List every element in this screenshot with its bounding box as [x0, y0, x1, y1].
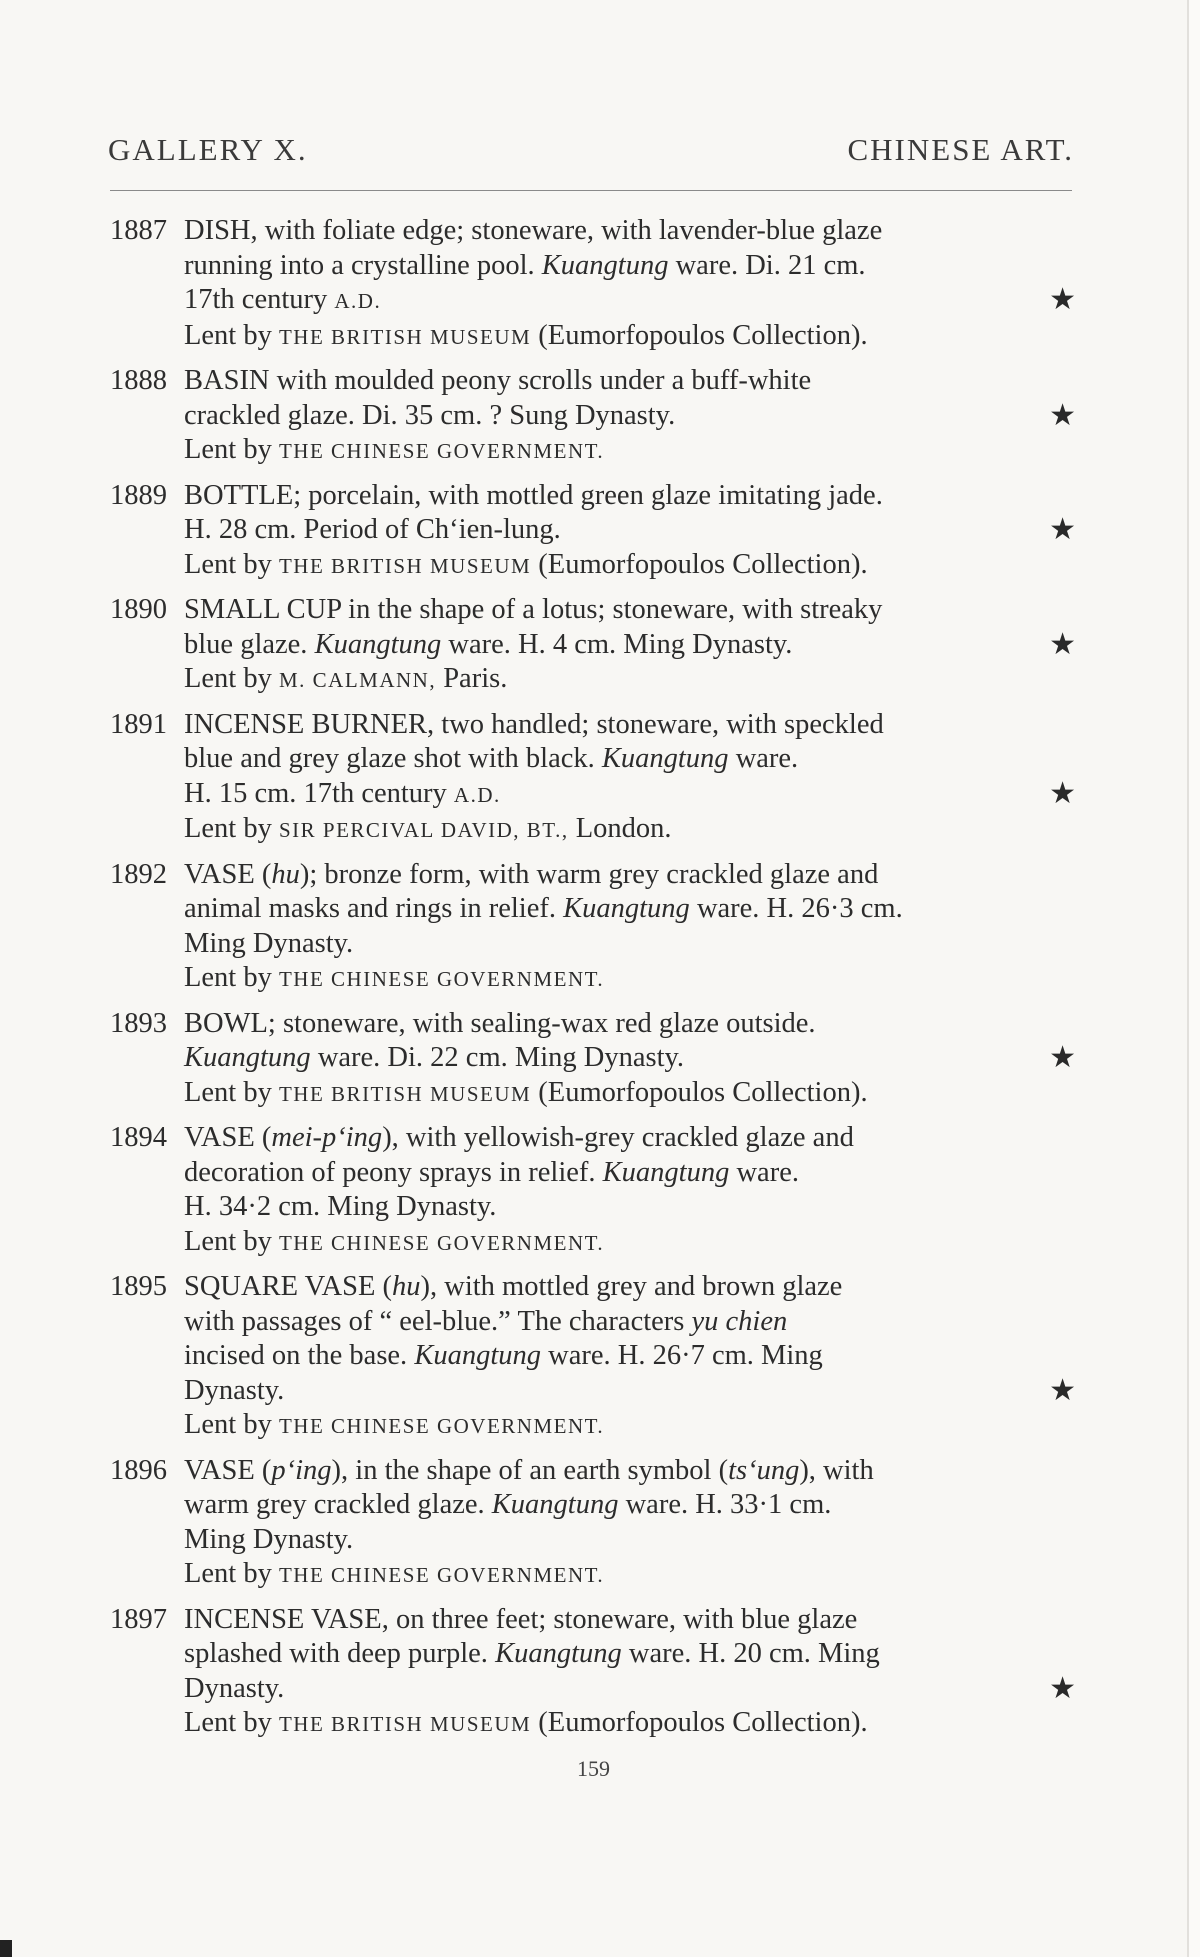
- star-icon: ★: [1049, 1373, 1076, 1407]
- text-run: decoration of peony sprays in relief.: [184, 1156, 603, 1188]
- text-run: BASIN with moulded peony scrolls under a buff-white: [184, 365, 812, 396]
- description-line: [184, 927, 1076, 962]
- star-icon: ★: [1049, 1671, 1076, 1705]
- lent-by-label: Lent by: [184, 1558, 279, 1589]
- text-run: INCENSE BURNER, two handled; stoneware, with speckled: [184, 708, 884, 740]
- text-run: ), with mottled grey and brown glaze: [420, 1271, 843, 1302]
- header-rule: [110, 190, 1072, 191]
- description-line: [184, 479, 1076, 514]
- star-icon: ★: [1049, 776, 1076, 810]
- entry-description: [184, 1007, 1076, 1112]
- lender-line: [184, 319, 1076, 355]
- text-run: incised on the base.: [184, 1340, 415, 1371]
- entry-number: 1890: [110, 594, 167, 625]
- star-icon: ★: [1049, 1041, 1076, 1074]
- catalogue-entry: [108, 364, 1076, 469]
- text-run: SQUARE VASE (: [184, 1271, 392, 1302]
- lent-by-label: Lent by: [184, 548, 279, 580]
- text-run: blue and grey glaze shot with black.: [184, 743, 602, 774]
- italic-text: Kuangtung: [495, 1638, 622, 1669]
- text-run: ware. H. 26·3 cm.: [689, 893, 903, 924]
- description-line: [184, 1190, 1076, 1225]
- description-line: [184, 1672, 1076, 1707]
- entry-number: 1895: [110, 1271, 167, 1302]
- description-line: [184, 283, 1076, 319]
- text-run: Ming Dynasty.: [184, 927, 354, 959]
- entry-description: [184, 479, 1076, 584]
- entry-number: 1894: [110, 1122, 167, 1153]
- text-run: animal masks and rings in relief.: [184, 893, 564, 924]
- description-line: [184, 1603, 1076, 1638]
- lent-by-label: Lent by: [184, 813, 279, 844]
- lender-line: [184, 812, 1076, 848]
- italic-text: mei-p‘ing: [271, 1122, 383, 1153]
- text-run: ware.: [728, 743, 799, 774]
- entry-description: [184, 1121, 1076, 1260]
- description-line: [184, 1041, 1076, 1076]
- text-run: H. 15 cm. 17th century: [184, 777, 454, 809]
- lent-by-label: Lent by: [184, 434, 279, 465]
- text-run: VASE (: [184, 1122, 272, 1153]
- lent-by-label: Lent by: [184, 1076, 279, 1108]
- text-run: VASE (: [184, 1454, 272, 1486]
- text-run: DISH, with foliate edge; stoneware, with lavender-blue glaze: [184, 215, 883, 246]
- lent-by-label: Lent by: [184, 962, 279, 993]
- entry-number: 1888: [110, 365, 167, 396]
- text-run: ware. H. 33·1 cm.: [618, 1489, 832, 1520]
- catalogue-entry: [108, 479, 1076, 584]
- lender-line: [184, 961, 1076, 997]
- catalogue-entry: [108, 1007, 1076, 1112]
- entry-description: [184, 708, 1076, 848]
- lender-name: M. CALMANN,: [278, 668, 437, 692]
- italic-text: Kuangtung: [314, 628, 442, 660]
- text-run: Dynasty.: [184, 1672, 285, 1704]
- description-line: [184, 892, 1076, 927]
- text-run: ware. H. 20 cm. Ming: [621, 1638, 880, 1669]
- italic-text: hu: [392, 1271, 421, 1302]
- lender-line: [184, 1706, 1076, 1742]
- italic-text: Kuangtung: [602, 1156, 730, 1188]
- entry-description: [184, 364, 1076, 469]
- lender-name: SIR PERCIVAL DAVID, BT.,: [278, 818, 569, 842]
- lent-by-label: Lent by: [184, 1707, 279, 1738]
- star-icon: ★: [1049, 513, 1076, 546]
- description-line: [184, 708, 1076, 743]
- page-number: 159: [577, 1756, 610, 1781]
- italic-text: Kuangtung: [184, 1042, 311, 1073]
- lent-by-label: Lent by: [184, 1409, 279, 1440]
- italic-text: Kuangtung: [414, 1340, 541, 1371]
- description-line: [184, 1305, 1076, 1340]
- description-line: [184, 1339, 1076, 1374]
- star-icon: ★: [1049, 398, 1076, 432]
- italic-text: Kuangtung: [563, 893, 690, 924]
- text-run: SMALL CUP in the shape of a lotus; stoneware, with streaky: [184, 594, 883, 625]
- star-icon: ★: [1049, 283, 1076, 316]
- lender-detail: London.: [568, 813, 672, 844]
- text-run: Ming Dynasty.: [184, 1523, 354, 1555]
- description-line: [184, 214, 1076, 249]
- description-line: [184, 1488, 1076, 1523]
- text-run: 17th century: [184, 284, 335, 315]
- text-run: BOTTLE; porcelain, with mottled green glaze imitating jade.: [184, 479, 883, 511]
- text-run: warm grey crackled glaze.: [184, 1489, 492, 1520]
- lender-detail: (Eumorfopoulos Collection).: [531, 319, 868, 351]
- text-run: BOWL; stoneware, with sealing-wax red glaze outside.: [184, 1007, 816, 1039]
- text-run: ), in the shape of an earth symbol (: [331, 1454, 729, 1486]
- lender-name: THE BRITISH MUSEUM: [278, 553, 532, 578]
- catalogue-entry: [108, 593, 1076, 698]
- catalogue-entries: [108, 214, 1076, 1752]
- text-run: with passages of “ eel-blue.” The characters: [184, 1305, 692, 1337]
- lender-name: THE CHINESE GOVERNMENT.: [278, 1414, 605, 1438]
- lender-name: THE CHINESE GOVERNMENT.: [278, 1230, 605, 1255]
- scan-edge-mark: [0, 1940, 12, 1957]
- entry-number: 1887: [110, 215, 167, 246]
- italic-text: hu: [271, 858, 300, 890]
- entry-number: 1889: [110, 479, 167, 511]
- lent-by-label: Lent by: [184, 1225, 279, 1257]
- star-icon: ★: [1049, 627, 1076, 661]
- text-run: ware. H. 26·7 cm. Ming: [541, 1340, 823, 1371]
- entry-description: [184, 593, 1076, 698]
- lent-by-label: Lent by: [184, 663, 279, 694]
- description-line: [184, 1007, 1076, 1042]
- italic-text: Kuangtung: [541, 249, 669, 281]
- catalogue-entry: [108, 1454, 1076, 1593]
- lender-name: THE BRITISH MUSEUM: [278, 1712, 532, 1736]
- entry-number: 1897: [110, 1603, 167, 1635]
- header-gallery: GALLERY X.: [108, 132, 308, 167]
- entry-description: [184, 1603, 1076, 1742]
- lender-detail: Paris.: [436, 663, 508, 694]
- small-caps-text: A.D.: [453, 782, 501, 807]
- catalogue-entry: [108, 858, 1076, 997]
- lender-line: [184, 662, 1076, 698]
- text-run: blue glaze.: [184, 628, 315, 660]
- description-line: [184, 399, 1076, 434]
- entry-number: 1891: [110, 708, 167, 740]
- entry-description: [184, 858, 1076, 997]
- lender-line: [184, 1557, 1076, 1593]
- description-line: [184, 777, 1076, 813]
- italic-text: Kuangtung: [601, 743, 729, 774]
- description-line: [184, 364, 1076, 399]
- entry-description: [184, 1454, 1076, 1593]
- description-line: [184, 1637, 1076, 1672]
- description-line: [184, 742, 1076, 777]
- lender-name: THE CHINESE GOVERNMENT.: [278, 439, 605, 463]
- lender-name: THE CHINESE GOVERNMENT.: [278, 967, 605, 991]
- running-header: [108, 132, 1074, 168]
- description-line: [184, 513, 1076, 548]
- lender-name: THE BRITISH MUSEUM: [278, 324, 532, 349]
- lender-detail: (Eumorfopoulos Collection).: [531, 1707, 868, 1738]
- text-run: ware.: [729, 1156, 799, 1188]
- entry-number: 1892: [110, 858, 167, 890]
- catalogue-entry: [108, 1121, 1076, 1260]
- text-run: ); bronze form, with warm grey crackled glaze and: [299, 858, 879, 890]
- catalogue-entry: [108, 708, 1076, 848]
- text-run: H. 28 cm. Period of Ch‘ien-lung.: [184, 514, 561, 545]
- lender-line: [184, 1408, 1076, 1444]
- description-line: [184, 1121, 1076, 1156]
- text-run: crackled glaze. Di. 35 cm. ? Sung Dynasty.: [184, 399, 676, 431]
- catalogue-entry: [108, 214, 1076, 354]
- catalogue-entry: [108, 1603, 1076, 1742]
- text-run: running into a crystalline pool.: [184, 249, 542, 281]
- entry-description: [184, 214, 1076, 354]
- entry-number: 1896: [110, 1454, 167, 1486]
- description-line: [184, 1270, 1076, 1305]
- lender-line: [184, 433, 1076, 469]
- description-line: [184, 249, 1076, 284]
- text-run: ), with yellowish-grey crackled glaze and: [382, 1122, 854, 1153]
- text-run: splashed with deep purple.: [184, 1638, 496, 1669]
- italic-text: ts‘ung: [728, 1454, 800, 1486]
- text-run: Dynasty.: [184, 1374, 285, 1406]
- description-line: [184, 1156, 1076, 1191]
- lender-name: THE BRITISH MUSEUM: [278, 1081, 532, 1106]
- entry-description: [184, 1270, 1076, 1444]
- description-line: [184, 1454, 1076, 1489]
- catalogue-entry: [108, 1270, 1076, 1444]
- italic-text: p‘ing: [271, 1454, 332, 1486]
- header-section: CHINESE ART.: [847, 132, 1074, 167]
- lender-detail: (Eumorfopoulos Collection).: [531, 1076, 868, 1108]
- lent-by-label: Lent by: [184, 319, 279, 351]
- italic-text: Kuangtung: [491, 1489, 619, 1520]
- lender-detail: (Eumorfopoulos Collection).: [531, 548, 868, 580]
- description-line: [184, 1523, 1076, 1558]
- description-line: [184, 858, 1076, 893]
- lender-line: [184, 1225, 1076, 1261]
- text-run: ware. Di. 22 cm. Ming Dynasty.: [310, 1042, 685, 1073]
- description-line: [184, 1374, 1076, 1409]
- text-run: INCENSE VASE, on three feet; stoneware, with blue glaze: [184, 1603, 858, 1635]
- text-run: H. 34·2 cm. Ming Dynasty.: [184, 1191, 497, 1222]
- lender-line: [184, 548, 1076, 584]
- lender-name: THE CHINESE GOVERNMENT.: [278, 1563, 605, 1587]
- lender-line: [184, 1076, 1076, 1112]
- small-caps-text: A.D.: [334, 289, 382, 313]
- text-run: VASE (: [184, 858, 272, 890]
- italic-text: yu chien: [691, 1305, 788, 1337]
- text-run: ), with: [799, 1454, 874, 1486]
- text-run: ware. Di. 21 cm.: [668, 249, 866, 281]
- description-line: [184, 593, 1076, 628]
- text-run: ware. H. 4 cm. Ming Dynasty.: [441, 628, 793, 660]
- description-line: [184, 628, 1076, 663]
- entry-number: 1893: [110, 1007, 167, 1039]
